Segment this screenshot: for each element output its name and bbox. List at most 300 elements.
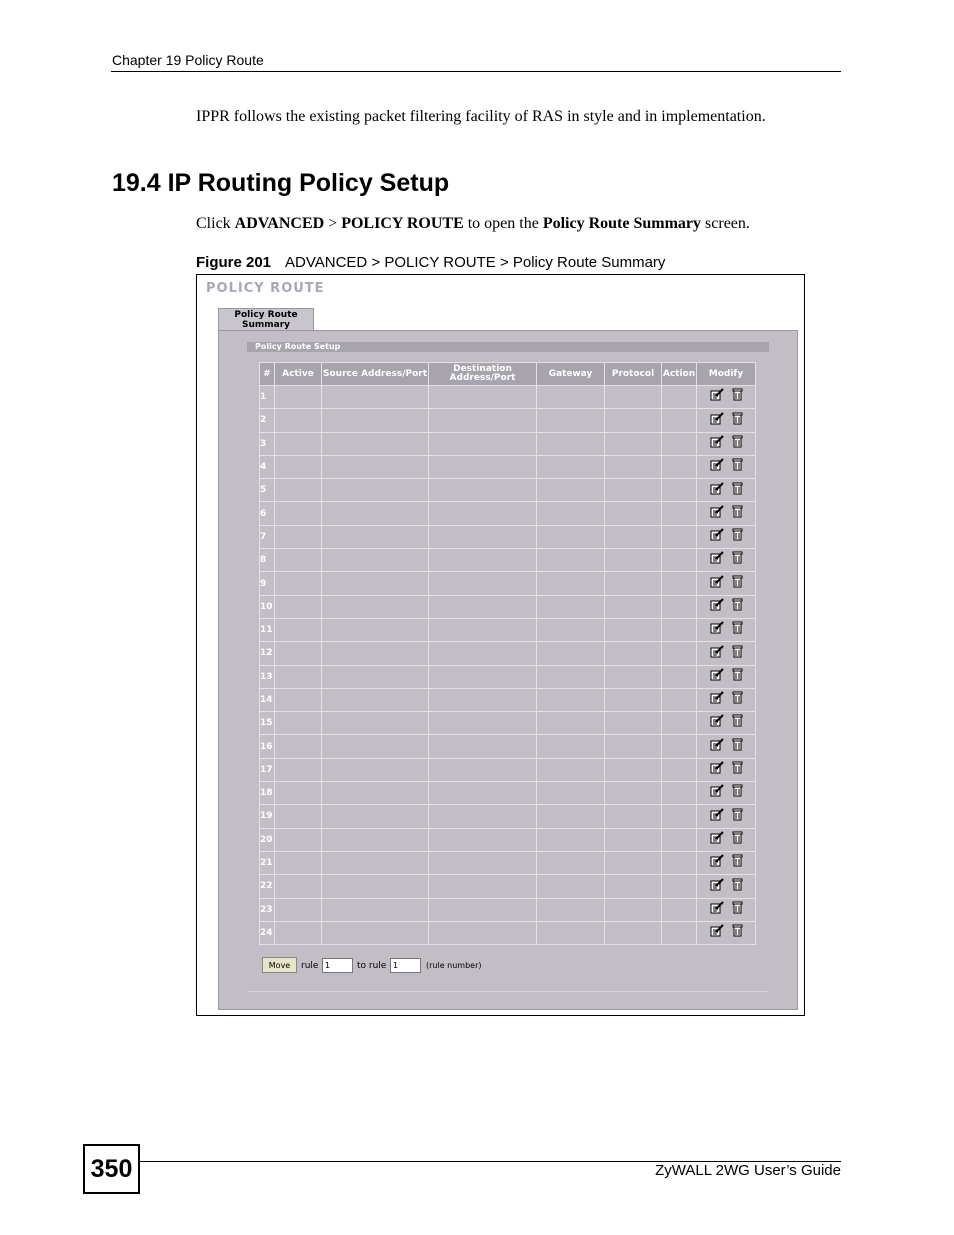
rule-input[interactable]: 1 (322, 958, 353, 973)
table-cell (537, 549, 605, 572)
table-cell (662, 618, 697, 641)
modify-cell (697, 525, 756, 548)
to-rule-input[interactable]: 1 (390, 958, 421, 973)
table-cell (537, 432, 605, 455)
table-row (260, 386, 756, 409)
col-header: Protocol (605, 363, 662, 386)
row-number: 5 (260, 479, 275, 502)
table-cell (537, 595, 605, 618)
edit-icon[interactable] (710, 482, 724, 500)
modify-cell (697, 618, 756, 641)
table-cell (275, 805, 322, 828)
table-row (260, 409, 756, 432)
table-cell (537, 665, 605, 688)
table-cell (662, 688, 697, 711)
row-number: 7 (260, 525, 275, 548)
table-cell (537, 805, 605, 828)
table-cell (322, 386, 429, 409)
trash-icon[interactable] (732, 714, 743, 732)
modify-cell (697, 735, 756, 758)
table-cell (605, 502, 662, 525)
table-row (260, 432, 756, 455)
screenshot-frame (196, 274, 805, 1016)
trash-icon[interactable] (732, 854, 743, 872)
table-cell (605, 595, 662, 618)
table-row (260, 572, 756, 595)
table-cell (322, 828, 429, 851)
modify-cell (697, 782, 756, 805)
trash-icon[interactable] (732, 458, 743, 476)
rule-number-hint: (rule number) (426, 961, 482, 970)
table-cell (322, 805, 429, 828)
row-number: 9 (260, 572, 275, 595)
figure-caption (196, 254, 665, 271)
table-cell (275, 921, 322, 944)
row-number: 17 (260, 758, 275, 781)
edit-icon[interactable] (710, 924, 724, 942)
table-body (260, 386, 756, 945)
table-row (260, 758, 756, 781)
page-number: 350 (83, 1144, 140, 1194)
table-cell (322, 688, 429, 711)
table-cell (429, 595, 537, 618)
table-cell (429, 898, 537, 921)
table-cell (429, 642, 537, 665)
row-number: 3 (260, 432, 275, 455)
rule-label: rule (301, 961, 319, 971)
setup-bar: Policy Route Setup (247, 342, 769, 352)
table-cell (605, 875, 662, 898)
modify-cell (697, 875, 756, 898)
table-cell (537, 875, 605, 898)
table-cell (275, 851, 322, 874)
table-cell (322, 432, 429, 455)
table-cell (322, 851, 429, 874)
table-cell (605, 409, 662, 432)
modify-cell (697, 898, 756, 921)
table-cell (322, 758, 429, 781)
table-cell (662, 432, 697, 455)
trash-icon[interactable] (732, 528, 743, 546)
to-rule-label: to rule (357, 961, 387, 971)
table-cell (662, 455, 697, 478)
table-cell (662, 735, 697, 758)
table-cell (275, 898, 322, 921)
edit-icon[interactable] (710, 761, 724, 779)
modify-cell (697, 851, 756, 874)
col-header: Source Address/Port (322, 363, 429, 386)
table-row (260, 502, 756, 525)
edit-icon[interactable] (710, 598, 724, 616)
table-cell (662, 525, 697, 548)
instruction-bold: ADVANCED (234, 215, 325, 232)
table-cell (537, 758, 605, 781)
summary-panel (218, 330, 798, 1010)
table-cell (537, 386, 605, 409)
table-cell (275, 409, 322, 432)
instruction-text: screen. (701, 215, 750, 232)
table-row (260, 782, 756, 805)
table-cell (275, 758, 322, 781)
figure-label: Figure 201 (196, 254, 272, 271)
trash-icon[interactable] (732, 691, 743, 709)
row-number: 23 (260, 898, 275, 921)
table-cell (662, 386, 697, 409)
row-number: 10 (260, 595, 275, 618)
table-cell (429, 851, 537, 874)
col-header: Active (275, 363, 322, 386)
table-cell (605, 455, 662, 478)
table-cell (429, 409, 537, 432)
table-cell (662, 549, 697, 572)
modify-cell (697, 432, 756, 455)
trash-icon[interactable] (732, 738, 743, 756)
table-cell (429, 502, 537, 525)
table-cell (537, 618, 605, 641)
table-cell (605, 479, 662, 502)
trash-icon[interactable] (732, 388, 743, 406)
table-cell (429, 432, 537, 455)
trash-icon[interactable] (732, 412, 743, 430)
table-row (260, 549, 756, 572)
instruction-text: > (324, 215, 342, 232)
table-cell (662, 409, 697, 432)
table-cell (275, 572, 322, 595)
modify-cell (697, 479, 756, 502)
row-number: 2 (260, 409, 275, 432)
table-header-row (260, 363, 756, 386)
table-cell (662, 805, 697, 828)
edit-icon[interactable] (710, 412, 724, 430)
table-cell (537, 688, 605, 711)
trash-icon[interactable] (732, 808, 743, 826)
table-cell (662, 758, 697, 781)
trash-icon[interactable] (732, 551, 743, 569)
edit-icon[interactable] (710, 575, 724, 593)
move-button[interactable]: Move (262, 957, 297, 973)
edit-icon[interactable] (710, 784, 724, 802)
tab-policy-route-summary[interactable]: Policy Route Summary (218, 308, 314, 330)
trash-icon[interactable] (732, 668, 743, 686)
edit-icon[interactable] (710, 691, 724, 709)
modify-cell (697, 642, 756, 665)
table-cell (275, 712, 322, 735)
trash-icon[interactable] (732, 901, 743, 919)
table-cell (275, 549, 322, 572)
table-cell (275, 479, 322, 502)
table-cell (275, 455, 322, 478)
header-rule (111, 71, 841, 72)
table-cell (662, 502, 697, 525)
table-cell (537, 642, 605, 665)
table-cell (605, 432, 662, 455)
row-number: 11 (260, 618, 275, 641)
table-row (260, 735, 756, 758)
modify-cell (697, 549, 756, 572)
table-cell (605, 921, 662, 944)
edit-icon[interactable] (710, 435, 724, 453)
table-cell (275, 828, 322, 851)
instruction-paragraph (196, 215, 750, 233)
table-cell (605, 688, 662, 711)
col-header: # (260, 363, 275, 386)
table-cell (322, 642, 429, 665)
instruction-text: to open the (463, 215, 543, 232)
edit-icon[interactable] (710, 878, 724, 896)
table-row (260, 688, 756, 711)
figure-caption-text: ADVANCED > POLICY ROUTE > Policy Route Summary (285, 254, 666, 271)
col-header: Action (662, 363, 697, 386)
table-cell (322, 455, 429, 478)
row-number: 19 (260, 805, 275, 828)
table-cell (275, 875, 322, 898)
table-row (260, 595, 756, 618)
table-cell (275, 502, 322, 525)
table-cell (662, 782, 697, 805)
table-cell (605, 642, 662, 665)
edit-icon[interactable] (710, 388, 724, 406)
edit-icon[interactable] (710, 854, 724, 872)
row-number: 1 (260, 386, 275, 409)
table-cell (605, 618, 662, 641)
table-cell (275, 688, 322, 711)
table-cell (322, 875, 429, 898)
modify-cell (697, 502, 756, 525)
table-cell (322, 618, 429, 641)
table-cell (605, 735, 662, 758)
table-cell (275, 665, 322, 688)
table-cell (275, 432, 322, 455)
table-cell (537, 851, 605, 874)
table-cell (429, 479, 537, 502)
trash-icon[interactable] (732, 645, 743, 663)
table-cell (537, 409, 605, 432)
trash-icon[interactable] (732, 761, 743, 779)
table-cell (662, 828, 697, 851)
row-number: 16 (260, 735, 275, 758)
col-header: Modify (697, 363, 756, 386)
table-cell (322, 549, 429, 572)
trash-icon[interactable] (732, 784, 743, 802)
table-cell (322, 502, 429, 525)
trash-icon[interactable] (732, 505, 743, 523)
edit-icon[interactable] (710, 551, 724, 569)
table-cell (429, 805, 537, 828)
table-cell (662, 851, 697, 874)
table-cell (275, 525, 322, 548)
modify-cell (697, 921, 756, 944)
row-number: 15 (260, 712, 275, 735)
table-cell (275, 782, 322, 805)
modify-cell (697, 572, 756, 595)
table-cell (605, 712, 662, 735)
col-header: Gateway (537, 363, 605, 386)
table-cell (429, 921, 537, 944)
table-cell (605, 758, 662, 781)
row-number: 24 (260, 921, 275, 944)
row-number: 6 (260, 502, 275, 525)
table-cell (429, 735, 537, 758)
table-row (260, 525, 756, 548)
table-cell (537, 735, 605, 758)
table-row (260, 898, 756, 921)
intro-paragraph: IPPR follows the existing packet filtering facility of RAS in style and in implementation. (196, 108, 766, 125)
edit-icon[interactable] (710, 528, 724, 546)
row-number: 14 (260, 688, 275, 711)
modify-cell (697, 688, 756, 711)
table-cell (322, 572, 429, 595)
trash-icon[interactable] (732, 435, 743, 453)
table-cell (537, 828, 605, 851)
table-row (260, 479, 756, 502)
table-cell (429, 386, 537, 409)
table-row (260, 805, 756, 828)
table-cell (605, 898, 662, 921)
policy-route-table (259, 362, 756, 945)
screen-title: POLICY ROUTE (206, 281, 325, 296)
table-cell (605, 782, 662, 805)
instruction-text: Click (196, 215, 235, 232)
edit-icon[interactable] (710, 901, 724, 919)
table-row (260, 875, 756, 898)
table-cell (605, 828, 662, 851)
edit-icon[interactable] (710, 645, 724, 663)
table-cell (429, 665, 537, 688)
edit-icon[interactable] (710, 668, 724, 686)
table-cell (605, 525, 662, 548)
table-cell (322, 409, 429, 432)
table-cell (605, 572, 662, 595)
table-cell (275, 618, 322, 641)
edit-icon[interactable] (710, 808, 724, 826)
table-cell (662, 479, 697, 502)
table-cell (429, 688, 537, 711)
modify-cell (697, 665, 756, 688)
section-title: 19.4 IP Routing Policy Setup (112, 169, 450, 197)
table-cell (429, 455, 537, 478)
modify-cell (697, 758, 756, 781)
table-cell (275, 735, 322, 758)
chapter-header: Chapter 19 Policy Route (112, 52, 264, 68)
trash-icon[interactable] (732, 575, 743, 593)
table-cell (537, 712, 605, 735)
row-number: 12 (260, 642, 275, 665)
table-cell (662, 595, 697, 618)
table-row (260, 851, 756, 874)
row-number: 20 (260, 828, 275, 851)
edit-icon[interactable] (710, 505, 724, 523)
modify-cell (697, 712, 756, 735)
trash-icon[interactable] (732, 831, 743, 849)
modify-cell (697, 805, 756, 828)
modify-cell (697, 455, 756, 478)
table-cell (322, 479, 429, 502)
modify-cell (697, 828, 756, 851)
table-cell (429, 525, 537, 548)
table-cell (537, 921, 605, 944)
row-number: 13 (260, 665, 275, 688)
table-row (260, 828, 756, 851)
row-number: 8 (260, 549, 275, 572)
table-cell (275, 386, 322, 409)
table-cell (605, 665, 662, 688)
table-cell (322, 921, 429, 944)
edit-icon[interactable] (710, 714, 724, 732)
table-cell (275, 642, 322, 665)
trash-icon[interactable] (732, 598, 743, 616)
instruction-bold: POLICY ROUTE (341, 215, 464, 232)
instruction-bold: Policy Route Summary (542, 215, 702, 232)
edit-icon[interactable] (710, 621, 724, 639)
guide-title: ZyWALL 2WG User’s Guide (655, 1162, 841, 1179)
table-cell (322, 665, 429, 688)
trash-icon[interactable] (732, 621, 743, 639)
modify-cell (697, 386, 756, 409)
table-cell (429, 782, 537, 805)
table-cell (537, 479, 605, 502)
table-cell (605, 386, 662, 409)
table-cell (322, 898, 429, 921)
table-cell (537, 898, 605, 921)
row-number: 4 (260, 455, 275, 478)
row-number: 22 (260, 875, 275, 898)
table-cell (429, 875, 537, 898)
table-cell (322, 712, 429, 735)
edit-icon[interactable] (710, 738, 724, 756)
table-cell (537, 502, 605, 525)
table-cell (429, 712, 537, 735)
table-cell (605, 805, 662, 828)
modify-cell (697, 409, 756, 432)
table-cell (662, 572, 697, 595)
table-cell (662, 875, 697, 898)
table-cell (537, 782, 605, 805)
edit-icon[interactable] (710, 831, 724, 849)
table-row (260, 665, 756, 688)
trash-icon[interactable] (732, 878, 743, 896)
table-cell (537, 525, 605, 548)
table-cell (537, 455, 605, 478)
row-number: 21 (260, 851, 275, 874)
table-cell (322, 735, 429, 758)
table-cell (662, 898, 697, 921)
table-cell (537, 572, 605, 595)
table-cell (429, 618, 537, 641)
table-cell (322, 595, 429, 618)
table-cell (662, 665, 697, 688)
col-header: Destination Address/Port (429, 363, 537, 386)
table-row (260, 642, 756, 665)
trash-icon[interactable] (732, 924, 743, 942)
table-cell (429, 758, 537, 781)
trash-icon[interactable] (732, 482, 743, 500)
table-cell (322, 782, 429, 805)
table-cell (662, 921, 697, 944)
table-cell (322, 525, 429, 548)
table-cell (429, 828, 537, 851)
edit-icon[interactable] (710, 458, 724, 476)
table-cell (275, 595, 322, 618)
table-cell (429, 572, 537, 595)
table-cell (605, 549, 662, 572)
table-row (260, 712, 756, 735)
table-cell (662, 642, 697, 665)
table-row (260, 455, 756, 478)
table-row (260, 618, 756, 641)
panel-divider (247, 991, 769, 992)
table-cell (662, 712, 697, 735)
modify-cell (697, 595, 756, 618)
